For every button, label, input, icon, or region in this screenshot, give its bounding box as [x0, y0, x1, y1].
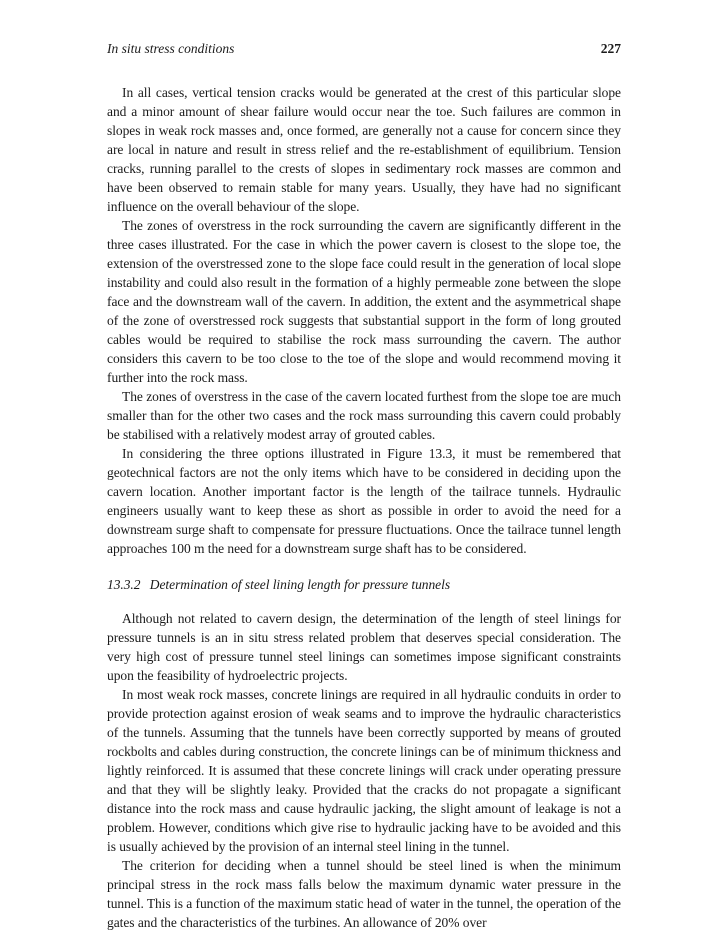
paragraph-furthest-cavern: The zones of overstress in the case of the cavern located furthest from the slope toe are much smaller than for the other two cases and the rock mass surrounding this cavern could probably be stabilised with a relatively modest array of grouted cables.: [107, 389, 621, 442]
page-number: 227: [600, 41, 621, 56]
paragraph-tailrace-tunnels: In considering the three options illustrated in Figure 13.3, it must be remembered that geotechnical factors are not the only items which have to be considered in deciding upon the cavern location. Another important factor is the length of the tailrace tunnels. Hydraulic engineers usually want to keep these as short as possible in order to avoid the need for a downstream surge shaft to compensate for pressure fluctuations. Once the tailrace tunnel length approaches 100 m the need for a downstream surge shaft has to be considered.: [107, 446, 621, 556]
paragraph-steel-lining-intro: Although not related to cavern design, the determination of the length of steel linings for pressure tunnels is an in situ stress related problem that deserves special consideration. The very high cost of pressure tunnel steel linings can sometimes impose significant constraints upon the feasibility of hydroelectric projects.: [107, 611, 621, 683]
chapter-title: In situ stress conditions: [107, 41, 235, 56]
paragraph-steel-lining-criterion: The criterion for deciding when a tunnel should be steel lined is when the minimum principal stress in the rock mass falls below the maximum dynamic water pressure in the tunnel. This is a function of the maximum static head of water in the tunnel, the operation of the gates and the characteristics of the turbines. An allowance of 20% over: [107, 858, 621, 930]
section-title: Determination of steel lining length for pressure tunnels: [149, 577, 451, 592]
section-heading: [107, 575, 621, 594]
section-number: 13.3.2: [107, 577, 141, 592]
running-header: [107, 39, 621, 59]
paragraph-tension-cracks: In all cases, vertical tension cracks would be generated at the crest of this particular slope and a minor amount of shear failure would occur near the toe. Such failures are common in slopes in weak rock masses and, once formed, are generally not a cause for concern since they are local in nature and result in stress relief and the re-establishment of equilibrium. Tension cracks, running parallel to the crests of slopes in sedimentary rock masses are common and have been observed to remain stable for many years. Usually, they have had no significant influence on the overall behaviour of the slope.: [107, 85, 621, 214]
paragraph-overstress-zones: The zones of overstress in the rock surrounding the cavern are significantly different in the three cases illustrated. For the case in which the power cavern is closest to the slope toe, the extension of the overstressed zone to the slope face could result in the generation of local slope instability and could also result in the formation of a highly permeable zone between the slope face and the downstream wall of the cavern. In addition, the extent and the asymmetrical shape of the zone of overstressed rock suggests that substantial support in the form of long grouted cables would be required to stabilise the rock mass surrounding the cavern. The author considers this cavern to be too close to the toe of the slope and would recommend moving it further into the rock mass.: [107, 218, 621, 385]
paragraph-concrete-linings: In most weak rock masses, concrete linings are required in all hydraulic conduits in order to provide protection against erosion of weak seams and to improve the hydraulic characteristics of the tunnels. Assuming that the tunnels have been correctly supported by means of grouted rockbolts and cables during construction, the concrete linings can be of minimum thickness and lightly reinforced. It is assumed that these concrete linings will crack under operating pressure and that they will be slightly leaky. Provided that the cracks do not propagate a significant distance into the rock mass and cause hydraulic jacking, the slight amount of leakage is not a problem. However, conditions which give rise to hydraulic jacking have to be avoided and this is usually achieved by the provision of an internal steel lining in the tunnel.: [107, 687, 621, 854]
body-text: [107, 83, 621, 932]
